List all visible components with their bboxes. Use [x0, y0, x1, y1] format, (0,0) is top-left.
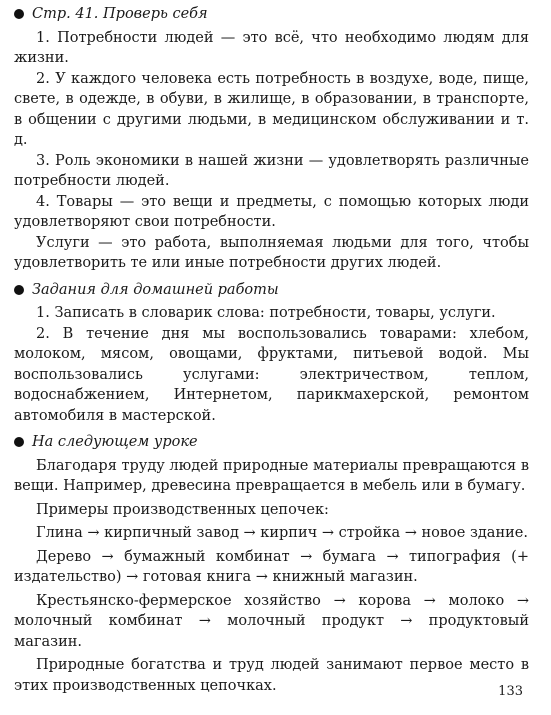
heading-text: Задания для домашней работы	[32, 281, 279, 298]
section-heading-homework	[14, 280, 529, 301]
textbook-page	[14, 4, 529, 699]
heading-text: Стр. 41. Проверь себя	[32, 6, 208, 22]
lesson-paragraph: Примеры производственных цепочек:	[36, 501, 329, 518]
answer-paragraph: Услуги — это работа, выполняемая людьми для того, чтобы удовлетворить те или иные потребности других людей.	[14, 234, 529, 271]
bullet-icon	[14, 437, 24, 447]
chain-example: Глина → кирпичный завод → кирпич → стройка → новое здание.	[36, 525, 528, 541]
lesson-paragraph: Благодаря труду людей природные материалы превращаются в вещи. Например, древесина превращается в мебель или в бумагу.	[14, 457, 529, 494]
answer-paragraph: 2. У каждого человека есть потребность в воздухе, воде, пище, свете, в одежде, в обуви, в жилище, в образовании, в транспорте, в общении с другими людьми, в медицинском обслуживании и т. д.	[14, 70, 529, 148]
answer-paragraph: 4. Товары — это вещи и предметы, с помощью которых люди удовлетворяют свои потребности.	[14, 193, 529, 230]
section-heading-check-yourself	[14, 4, 529, 25]
bullet-icon	[14, 9, 24, 19]
homework-paragraph: 2. В течение дня мы воспользовались товарами: хлебом, молоком, мясом, овощами, фруктами, питьевой водой. Мы воспользовались услугами: электричеством, теплом, водоснабжением, Интернетом, парикмахерской, ремонтом автомобиля в мастерской.	[14, 325, 529, 424]
heading-text: На следующем уроке	[32, 434, 198, 450]
chain-example: Дерево → бумажный комбинат → бумага → типография (+ издательство) → готовая книга → книжный магазин.	[14, 548, 529, 585]
section-heading-next-lesson	[14, 432, 529, 453]
page-number: 133	[498, 683, 523, 699]
answer-paragraph: 1. Потребности людей — это всё, что необходимо людям для жизни.	[14, 29, 529, 66]
homework-paragraph: 1. Записать в словарик слова: потребности, товары, услуги.	[36, 305, 496, 321]
chain-example: Крестьянско-фермерское хозяйство → корова → молоко → молочный комбинат → молочный продукт → продуктовый магазин.	[14, 592, 529, 650]
lesson-paragraph: Природные богатства и труд людей занимают первое место в этих производственных цепочках.	[14, 657, 529, 694]
answer-paragraph: 3. Роль экономики в нашей жизни — удовлетворять различные потребности людей.	[14, 152, 529, 189]
bullet-icon	[14, 285, 24, 295]
